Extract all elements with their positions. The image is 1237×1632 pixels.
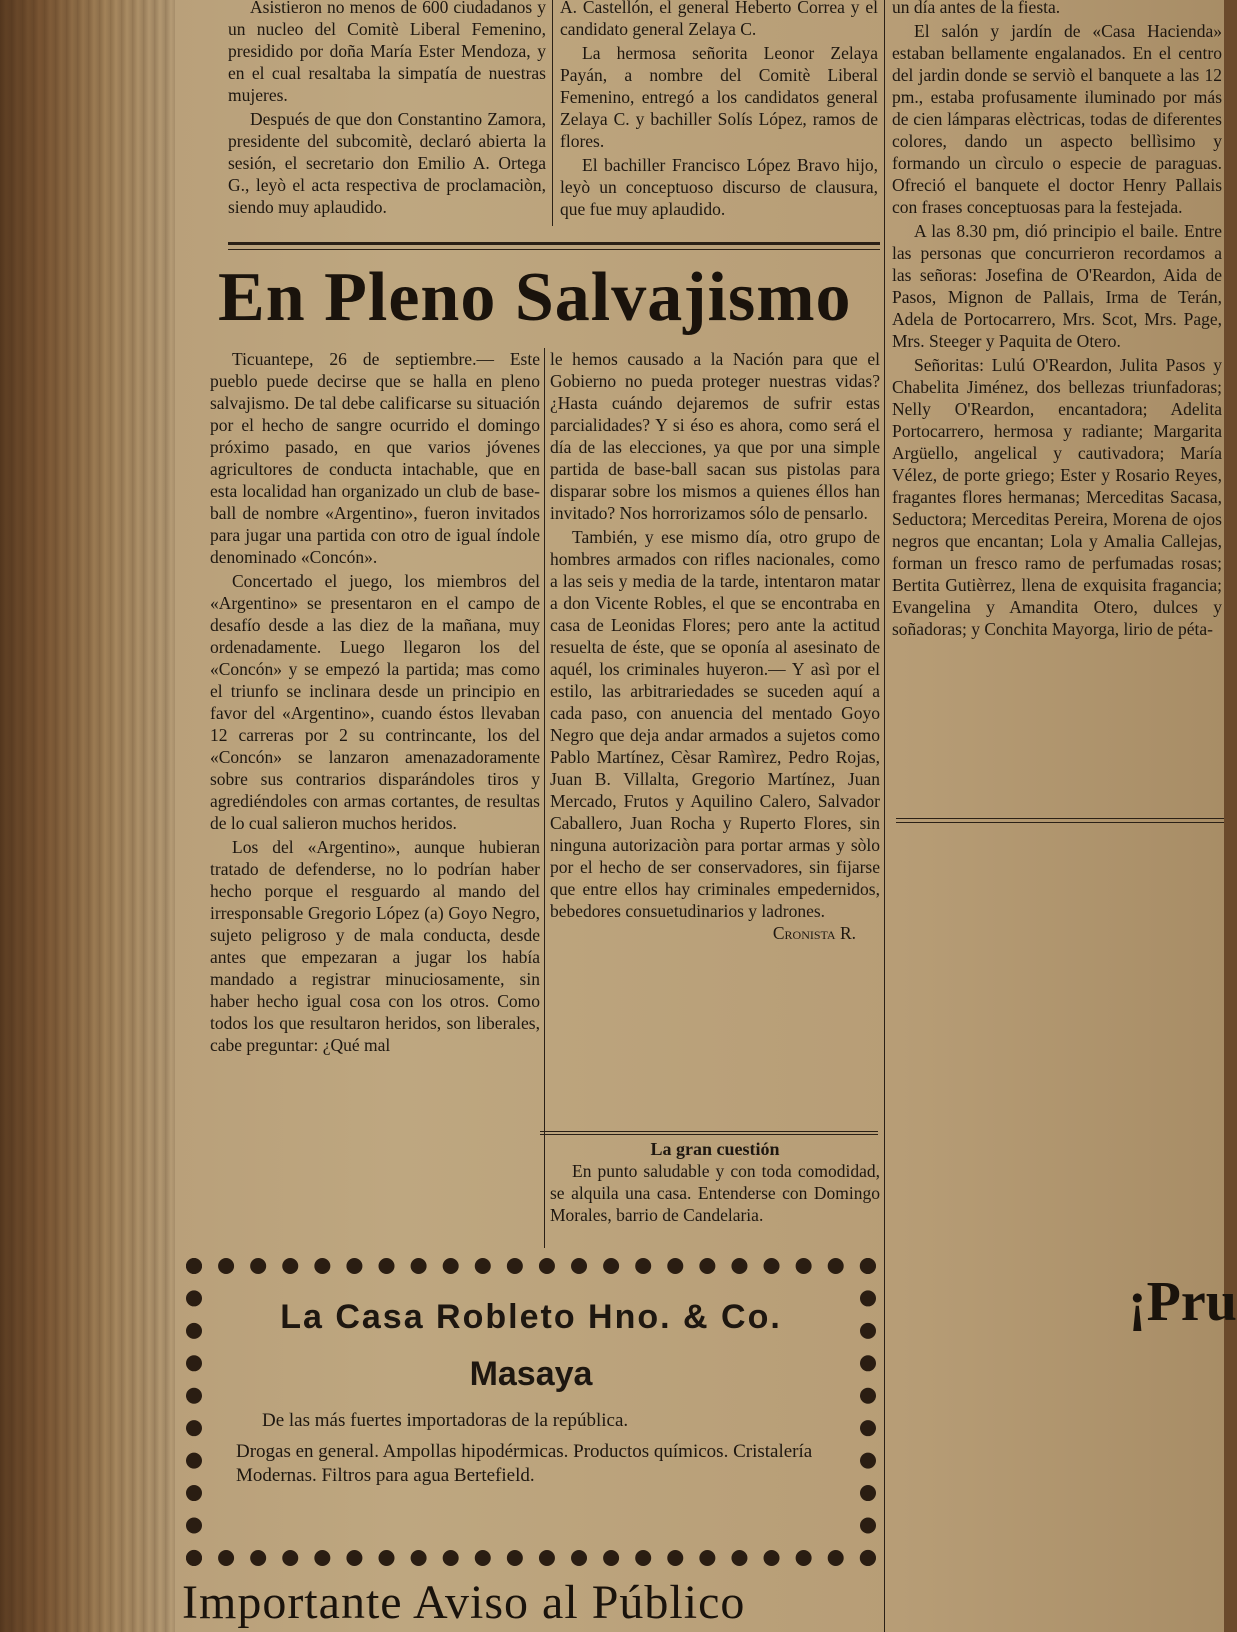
article-col2-para-1: le hemos causado a la Nación para que el Gobierno no pueda proteger nuestras vidas? ¿Hasta cuándo dejaremos de sufrir estas parcialidades? Y si éso es ahora, como será el día de las elecciones, ya que por una simple partida de base-ball sacan sus pistolas para disparar sobre los mismos a quienes éllos han invitado? Nos horrorizamos sólo de pensarlo. [550,349,880,523]
right-col-para-2: El salón y jardín de «Casa Hacienda» estaban bellamente engalanados. En el centro del jardin donde se serviò el banquete a las 12 pm., estaba profusamente iluminado por más de cien lámparas elèctricas, todas de diferentes colores, dando un aspecto bellìsimo y formando un cìrculo o especie de paraguas. Ofreció el banquete el doctor Henry Pallais con frases conceptuosas para la festejada. [892,21,1222,217]
top-col2-para-3: El bachiller Francisco López Bravo hijo, leyò un conceptuoso discurso de clausura, que fue muy aplaudido. [560,155,878,219]
notice-rule-2 [540,1134,878,1135]
article-col1-para-1: Ticuantepe, 26 de septiembre.— Este pueblo puede decirse que se halla en pleno salvajismo. De tal debe calificarse su situación por el hecho de sangre ocurrido el domingo próximo pasado, en que varios jóvenes agricultores de conducta intachable, que en esta localidad han organizado un club de base-ball de nombre «Argentino», fueron invitados para jugar una partida con otro de igual índole denominado «Concón». [210,349,540,567]
top-column-divider [552,0,553,226]
top-col2-para-2: La hermosa señorita Leonor Zelaya Payán, a nombre del Comitè Liberal Femenino, entregó a los candidatos general Zelaya C. y bachiller Solís López, ramos de flores. [560,43,878,151]
right-column [892,0,1222,640]
page-fold-shadow [0,0,175,1632]
ad-tagline: De las más fuertes importadoras de la república. [262,1410,629,1431]
top-column-1 [228,0,546,218]
right-ad-border [884,1268,885,1632]
top-col2-para-1: A. Castellón, el general Heberto Correa y el candidato general Zelaya C. [560,0,878,39]
article-col1-para-2: Concertado el juego, los miembros del «Argentino» se presentaron en el campo de desafío desde a las diez de la mañana, muy ordenadamente. Luego llegaron los del «Concón» y se empezó la partida; mas como el triunfo se inclinara desde un principio en favor del «Argentino», cuando éstos llevaban 12 carreras por 2 su contrincante, los del «Concón» se lanzaron amenazadoramente sobre sus contrarios disparándoles tiros y agrediéndoles con armas cortantes, de resultas de lo cual salieron muchos heridos. [210,571,540,833]
bottom-headline: Importante Aviso al Público [182,1576,746,1629]
article-col2-para-2: También, y ese mismo día, otro grupo de hombres armados con rifles nacionales, como a las seis y media de la tarde, intentaron matar a don Vicente Robles, el que se encontraba en casa de Leonidas Flores; pero ante la actitud resuelta de éste, que se oponía al asesinato de aquél, los criminales huyeron.— Y asì por el estilo, las arbitrariedades se suceden aquí a cada paso, con anuencia del mentado Goyo Negro que deja andar armados a sujetos como Pablo Martínez, Cèsar Ramìrez, Pedro Rojas, Juan B. Villalta, Gregorio Martínez, Juan Mercado, Frutos y Aquilino Calero, Salvador Caballero, Juan Rocha y Ruperto Flores, sin ninguna autorizaciòn para portar armas y sòlo por el hecho de ser conservadores, sin fijarse que entre ellos hay criminales empedernidos, bebedores consuetudinarios y ladrones. [550,527,880,921]
advertisement-box [186,1258,876,1566]
right-column-divider [884,0,885,1268]
right-col-para-1: un día antes de la fiesta. [892,0,1061,17]
article-signature: Cronista R. [772,923,856,943]
ad-products: Drogas en general. Ampollas hipodérmicas. Productos químicos. Cristalería Modernas. Filtros para agua Bertefield. [236,1441,813,1486]
top-column-2 [560,0,878,220]
headline-rule-top [228,242,880,245]
article-column-2 [550,348,880,944]
article-column-divider [544,348,545,1248]
notice-block [550,1138,880,1226]
right-ad-fragment: ¡Pru [1128,1271,1237,1333]
notice-title: La gran cuestión [650,1139,780,1159]
article-column-1 [210,348,540,1056]
top-col1-para-2: Después de que don Constantino Zamora, presidente del subcomitè, declaró abierta la sesión, el secretario don Emilio A. Ortega G., leyò el acta respectiva de proclamaciòn, siendo muy aplaudido. [228,109,546,217]
headline-rule-top-thin [228,249,880,250]
right-column-end-rule [896,818,1224,819]
top-col1-para-1: Asistieron no menos de 600 ciudadanos y un nucleo del Comitè Liberal Femenino, presidido por doña María Ester Mendoza, y en el cual resaltaba la simpatía de nuestras mujeres. [228,0,546,105]
right-col-para-4: Señoritas: Lulú O'Reardon, Julita Pasos y Chabelita Jiménez, dos bellezas triunfadoras; Nelly O'Reardon, encantadora; Adelita Portocarrero, hermosa y radiante; Margarita Argüello, angelical y cautivadora; María Vélez, de porte griego; Ester y Rosario Reyes, fragantes flores hermanas; Merceditas Sacasa, Seductora; Merceditas Pereira, Morena de ojos negros que encantan; Lola y Amalia Callejas, forman un fresco ramo de perfumadas rosas; Bertita Gutièrrez, llena de exquisita fragancia; Evangelina y Amandita Otero, dulces y soñadoras; y Conchita Mayorga, lirio de péta- [892,355,1222,639]
article-headline: En Pleno Salvajismo [218,259,852,336]
ad-city: Masaya [469,1355,593,1393]
notice-text: En punto saludable y con toda comodidad, se alquila una casa. Entenderse con Domingo Morales, barrio de Candelaria. [550,1161,880,1225]
article-col1-para-3: Los del «Argentino», aunque hubieran tratado de defenderse, no lo podrían haber hecho porque el resguardo al mando del irresponsable Gregorio López (a) Goyo Negro, sujeto peligroso y de mala conducta, desde antes que empezaran a jugar los había mandado a registrar minuciosamente, sin haber hecho igual cosa con los otros. Como todos los que resultaron heridos, son liberales, cabe preguntar: ¿Qué mal [210,837,540,1055]
ad-title: La Casa Robleto Hno. & Co. [280,1298,782,1336]
right-column-end-rule-2 [896,822,1224,823]
right-col-para-3: A las 8.30 pm, dió principio el baile. Entre las personas que concurrieron recordamos a las señoras: Josefina de O'Reardon, Aida de Pasos, Mignon de Pallais, Irma de Terán, Adela de Portocarrero, Mrs. Scot, Mrs. Page, Mrs. Steeger y Paquita de Otero. [892,221,1222,351]
notice-rule [540,1131,878,1132]
